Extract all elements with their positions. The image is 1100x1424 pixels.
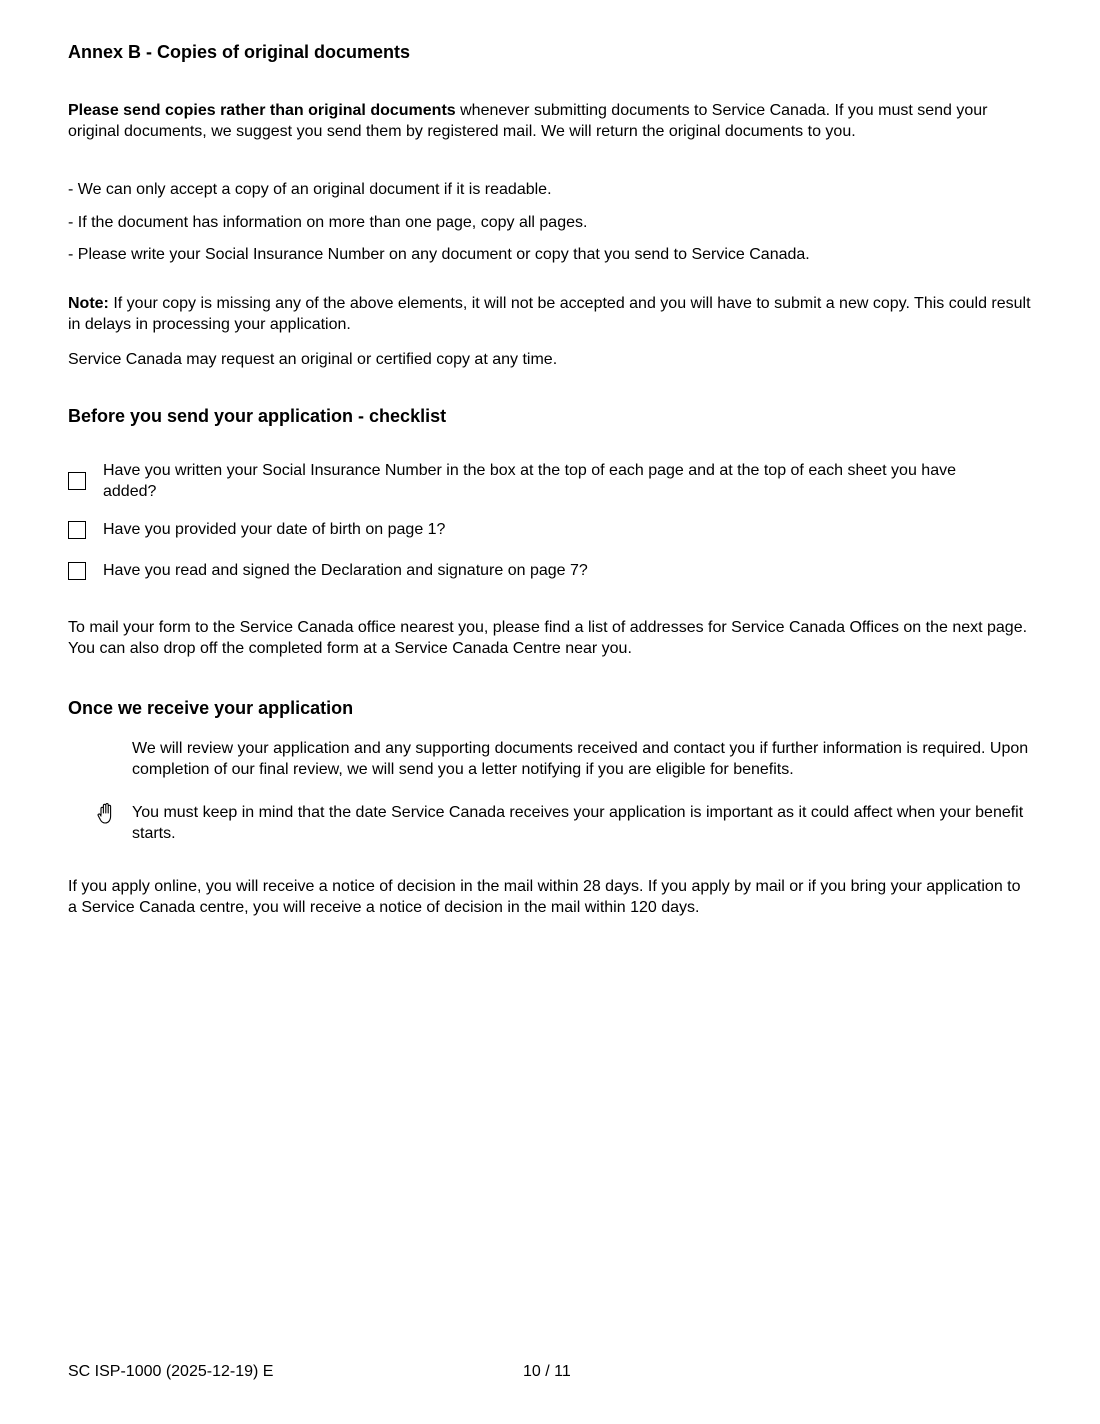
form-identifier: SC ISP-1000 (2025-12-19) E xyxy=(68,1363,274,1380)
annex-title: Annex B - Copies of original documents xyxy=(68,42,411,62)
annex-intro-bold: Please send copies rather than original documents xyxy=(68,102,456,119)
hand-stop-icon xyxy=(96,802,116,826)
annex-intro-text: whenever submitting documents to Service Canada. If you must send your original documents, we suggest you send them by registered mail. We will return the original documents to you. xyxy=(68,102,988,140)
checklist-checkbox-declaration[interactable] xyxy=(68,562,86,580)
checklist-title: Before you send your application - checklist xyxy=(68,406,447,426)
bullet-copy-pages: - If the document has information on more than one page, copy all pages. xyxy=(68,214,588,231)
annex-intro xyxy=(68,100,1032,142)
checklist-label-sin: Have you written your Social Insurance Number in the box at the top of each page and at the top of each sheet you have added? xyxy=(103,462,956,500)
mail-instructions: To mail your form to the Service Canada office nearest you, please find a list of addresses for Service Canada Offices on the next page. You can also drop off the completed form at a Service Canada Centre near you. xyxy=(68,619,1028,657)
page-number: 10 / 11 xyxy=(523,1363,571,1380)
note-paragraph xyxy=(68,293,1032,335)
checklist-checkbox-sin[interactable] xyxy=(68,472,86,490)
bullet-sin: - Please write your Social Insurance Number on any document or copy that you send to Service Canada. xyxy=(68,246,810,263)
review-paragraph: We will review your application and any supporting documents received and contact you if further information is required. Upon completion of our final review, we will send you a letter notifying if you are eligible for benefits. xyxy=(132,740,1029,778)
decision-paragraph: If you apply online, you will receive a notice of decision in the mail within 28 days. If you apply by mail or if you bring your application to a Service Canada centre, you will receive a notice of decision in the mail within 120 days. xyxy=(68,878,1021,916)
note-text: If your copy is missing any of the above elements, it will not be accepted and you will have to submit a new copy. This could result in delays in processing your application. xyxy=(68,295,1031,333)
warning-paragraph: You must keep in mind that the date Service Canada receives your application is important as it could affect when your benefit starts. xyxy=(132,804,1024,842)
receive-title: Once we receive your application xyxy=(68,698,354,718)
request-paragraph: Service Canada may request an original or certified copy at any time. xyxy=(68,351,558,368)
note-label: Note: xyxy=(68,295,109,312)
bullet-readable: - We can only accept a copy of an original document if it is readable. xyxy=(68,181,552,198)
checklist-label-declaration: Have you read and signed the Declaration and signature on page 7? xyxy=(103,562,588,579)
checklist-label-dob: Have you provided your date of birth on page 1? xyxy=(103,521,446,538)
checklist-checkbox-dob[interactable] xyxy=(68,521,86,539)
